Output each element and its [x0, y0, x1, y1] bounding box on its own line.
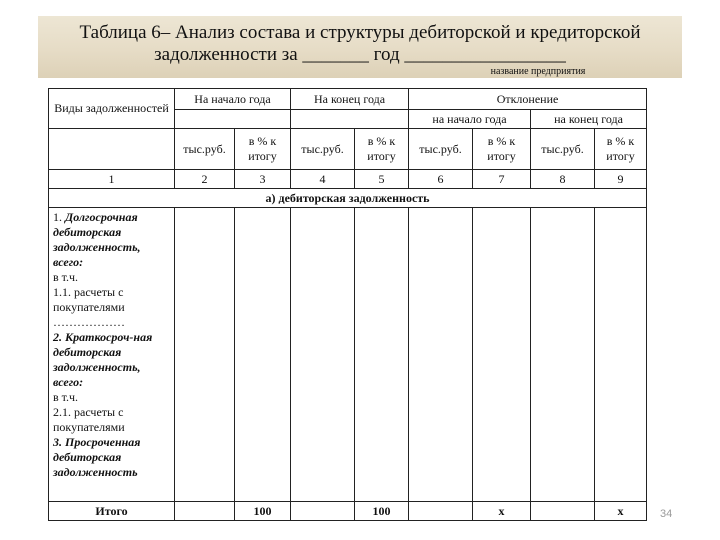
total-cell: [531, 502, 595, 521]
header-deviation: Отклонение: [409, 89, 647, 110]
item-1: 1. Долгосрочная дебиторская задолженность, всего:: [53, 210, 141, 269]
title-banner: [38, 16, 682, 78]
col-number: 4: [291, 170, 355, 189]
total-row: [49, 502, 647, 521]
items-cell: [49, 208, 175, 502]
column-number-row: [49, 170, 647, 189]
total-pct-end: 100: [355, 502, 409, 521]
total-dev-start-pct: х: [473, 502, 531, 521]
body-cell: [531, 208, 595, 502]
section-row: [49, 189, 647, 208]
col-number: 2: [175, 170, 235, 189]
header-thous-end: тыс.руб.: [291, 129, 355, 170]
section-title: а) дебиторская задолженность: [49, 189, 647, 208]
item-2-title: 2. Краткосроч-ная дебиторская задолженность, всего:: [53, 330, 153, 389]
col-number: 8: [531, 170, 595, 189]
body-cell: [473, 208, 531, 502]
item-3-title: 3. Просроченная дебиторская задолженность: [53, 435, 141, 479]
table-title: Таблица 6– Анализ состава и структуры дебиторской и кредиторской: [79, 22, 641, 43]
item-1-title: Долгосрочная дебиторская задолженность, всего:: [53, 210, 141, 269]
header-types: Виды задолженностей: [49, 89, 175, 129]
header-thous-dev-end: тыс.руб.: [531, 129, 595, 170]
header-pct-dev-end: в % к итогу: [595, 129, 647, 170]
total-label: Итого: [49, 502, 175, 521]
total-cell: [291, 502, 355, 521]
page-number: 34: [660, 508, 673, 520]
header-blank-start: [175, 110, 291, 129]
item-2-1: 2.1. расчеты с покупателями: [53, 405, 125, 434]
col-number: 7: [473, 170, 531, 189]
total-pct-start: 100: [235, 502, 291, 521]
header-thous-start: тыс.руб.: [175, 129, 235, 170]
header-end: На конец года: [291, 89, 409, 110]
table-title-period: задолженности за _______ год _________________: [154, 44, 566, 65]
body-cell: [291, 208, 355, 502]
body-cell: [175, 208, 235, 502]
body-cell: [355, 208, 409, 502]
col-number: 3: [235, 170, 291, 189]
total-cell: [175, 502, 235, 521]
header-pct-start: в % к итогу: [235, 129, 291, 170]
col-number: 6: [409, 170, 473, 189]
header-pct-end: в % к итогу: [355, 129, 409, 170]
body-row: [49, 208, 647, 502]
total-cell: [409, 502, 473, 521]
company-name-note: название предприятия: [490, 66, 586, 77]
header-dev-end: на конец года: [531, 110, 647, 129]
header-blank-end: [291, 110, 409, 129]
receivables-table: [48, 88, 647, 521]
header-row-1: [49, 89, 647, 110]
header-dev-start: на начало года: [409, 110, 531, 129]
col-number: 1: [49, 170, 175, 189]
header-start: На начало года: [175, 89, 291, 110]
total-dev-end-pct: х: [595, 502, 647, 521]
header-thous-dev-start: тыс.руб.: [409, 129, 473, 170]
item-2-incl: в т.ч.: [53, 390, 79, 404]
header-blank-types: [49, 129, 175, 170]
body-cell: [409, 208, 473, 502]
header-pct-dev-start: в % к итогу: [473, 129, 531, 170]
item-1-incl: в т.ч.: [53, 270, 79, 284]
item-dots: ………………: [53, 315, 125, 329]
col-number: 9: [595, 170, 647, 189]
body-cell: [595, 208, 647, 502]
body-cell: [235, 208, 291, 502]
col-number: 5: [355, 170, 409, 189]
item-1-1: 1.1. расчеты с покупателями: [53, 285, 125, 314]
header-row-3: [49, 129, 647, 170]
